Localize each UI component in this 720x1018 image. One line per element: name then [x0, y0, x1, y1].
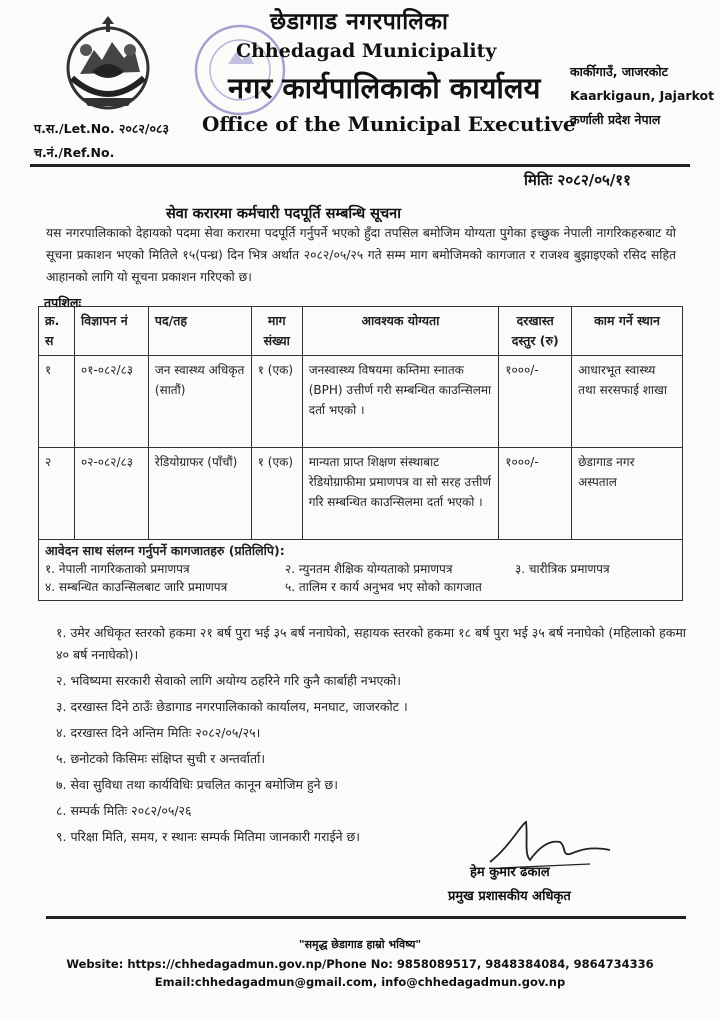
- letter-number: प.स./Let.No. २०८२/०८३: [34, 121, 169, 136]
- document-item: ५. तालिम र कार्य अनुभव भए सोको कागजात: [285, 580, 482, 594]
- cell-fee: १०००/-: [499, 356, 572, 448]
- table-row: [39, 356, 683, 448]
- cell-ad-number: ०१-०८२/८३: [74, 356, 148, 448]
- office-name-np: नगर कार्यपालिकाको कार्यालय: [228, 71, 541, 105]
- header-ad-number: विज्ञापन नं: [74, 307, 148, 356]
- cell-post: जन स्वास्थ्य अधिकृत (सातौं): [148, 356, 251, 448]
- cell-serial: १: [39, 356, 75, 448]
- table-row: [39, 448, 683, 540]
- table-header-row: [39, 307, 683, 356]
- municipality-name-en: Chhedagad Municipality: [236, 40, 497, 62]
- cell-location: छेडागाड नगर अस्पताल: [572, 448, 683, 540]
- header-post: पद/तह: [148, 307, 251, 356]
- documents-row: [39, 540, 683, 601]
- condition-item: ३. दरखास्त दिने ठाउँः छेडागाड नगरपालिकाको कार्यालय, मनघाट, जाजरकोट ।: [56, 699, 408, 714]
- condition-item: ५. छनोटको किसिमः संक्षिप्त सुची र अन्तर्वार्ता।: [56, 751, 266, 766]
- vacancy-table: [38, 306, 683, 601]
- cell-qualification: जनस्वास्थ्य विषयमा कम्तिमा स्नातक (BPH) उत्तीर्ण गरी सम्बन्धित काउन्सिलमा दर्ता भएको ।: [302, 356, 499, 448]
- address-np-line1: कार्कीगाउँ, जाजरकोट: [570, 64, 668, 79]
- address-en-line: Kaarkigaun, Jajarkot: [570, 88, 715, 103]
- cell-post: रेडियोग्राफर (पाँचौं): [148, 448, 251, 540]
- cell-location: आधारभूत स्वास्थ्य तथा सरसफाई शाखा: [572, 356, 683, 448]
- footer-divider: [46, 916, 686, 919]
- condition-item: ९. परिक्षा मिति, समय, र स्थानः सम्पर्क मितिमा जानकारी गराईने छ।: [56, 829, 360, 844]
- header-fee: दरखास्त दस्तुर (रु): [499, 307, 572, 356]
- signatory-designation: प्रमुख प्रशासकीय अधिकृत: [448, 889, 571, 904]
- cell-serial: २: [39, 448, 75, 540]
- nepal-emblem-icon: [62, 14, 154, 114]
- office-name-en: Office of the Municipal Executive: [202, 112, 576, 136]
- condition-item: ८. सम्पर्क मितिः २०८२/०५/२६: [56, 803, 192, 818]
- header-divider: [30, 164, 690, 167]
- cell-fee: १०००/-: [499, 448, 572, 540]
- notice-title: सेवा करारमा कर्मचारी पदपूर्ति सम्बन्धि सूचना: [166, 206, 401, 222]
- document-item: ३. चारीत्रिक प्रमाणपत्र: [515, 562, 610, 576]
- documents-list: [45, 560, 676, 596]
- signatory-name: हेम कुमार ढकाल: [470, 865, 550, 880]
- condition-item: २. भविष्यमा सरकारी सेवाको लागि अयोग्य ठहरिने गरि कुनै कार्बाही नभएको।: [56, 673, 402, 688]
- header-demand: माग संख्या: [251, 307, 302, 356]
- header-location: काम गर्ने स्थान: [572, 307, 683, 356]
- notice-intro: यस नगरपालिकाको देहायको पदमा सेवा करारमा पदपूर्ति गर्नुपर्ने भएको हुँदा तपसिल बमोजिम योग्यता पुगेका इच्छुक नेपाली नागरिकहरुबाट यो सूचना प्रकाशन भएको मितिले १५(पन्ध्र) दिन भित्र अर्थात २०८२/०५/२५ गते सम्म माग बमोजिमको कागजात र राजश्व बुझाइएको रसिद सहित आहानको लागि यो सूचना प्रकाशन गरिएको छ।: [46, 226, 676, 284]
- details-label: तपशिलः: [44, 295, 81, 310]
- documents-cell: [39, 540, 683, 601]
- cell-demand: १ (एक): [251, 448, 302, 540]
- reference-number: च.नं./Ref.No.: [34, 145, 115, 160]
- document-item: ४. सम्बन्धित काउन्सिलबाट जारि प्रमाणपत्र: [45, 580, 228, 594]
- cell-qualification: मान्यता प्राप्त शिक्षण संस्थाबाट रेडियोग्राफीमा प्रमाणपत्र वा सो सरह उत्तीर्ण गरि सम्बन्धित काउन्सिलमा दर्ता भएको ।: [302, 448, 499, 540]
- footer-motto: "समृद्ध छेडागाड हाम्रो भविष्य": [298, 938, 422, 951]
- header-serial: क्र. स: [39, 307, 75, 356]
- municipality-name-np: छेडागाड नगरपालिका: [270, 9, 449, 35]
- document-item: १. नेपाली नागरिकताको प्रमाणपत्र: [45, 562, 190, 576]
- condition-item: ४. दरखास्त दिने अन्तिम मितिः २०८२/०५/२५।: [56, 725, 261, 740]
- condition-item: ७. सेवा सुविधा तथा कार्यविधिः प्रचलित कानून बमोजिम हुने छ।: [56, 777, 339, 792]
- footer-email: Email:chhedagadmun@gmail.com, info@chhedagadmun.gov.np: [154, 975, 566, 989]
- notice-date: मितिः २०८२/०५/११: [524, 171, 631, 189]
- address-block: [570, 60, 720, 132]
- footer-website-phone: Website: https://chhedagadmun.gov.np/Phone No: 9858089517, 9848384084, 9864734336: [66, 957, 654, 971]
- condition-item: १. उमेर अधिकृत स्तरको हकमा २१ बर्ष पुरा भई ३५ बर्ष ननाघेको, सहायक स्तरको हकमा १८ बर्ष पुरा भई ३५ बर्ष ननाघेको (महिलाको हकमा ४० बर्ष ननाघेको)।: [56, 625, 687, 662]
- header-qualification: आवश्यक योग्यता: [302, 307, 499, 356]
- cell-demand: १ (एक): [251, 356, 302, 448]
- cell-ad-number: ०२-०८२/८३: [74, 448, 148, 540]
- document-item: २. न्युनतम शैक्षिक योग्यताको प्रमाणपत्र: [285, 562, 453, 576]
- address-np-line2: कर्णाली प्रदेश नेपाल: [570, 112, 661, 127]
- documents-title: आवेदन साथ संलग्न गर्नुपर्ने कागजातहरु (प्रतिलिपि):: [45, 543, 285, 558]
